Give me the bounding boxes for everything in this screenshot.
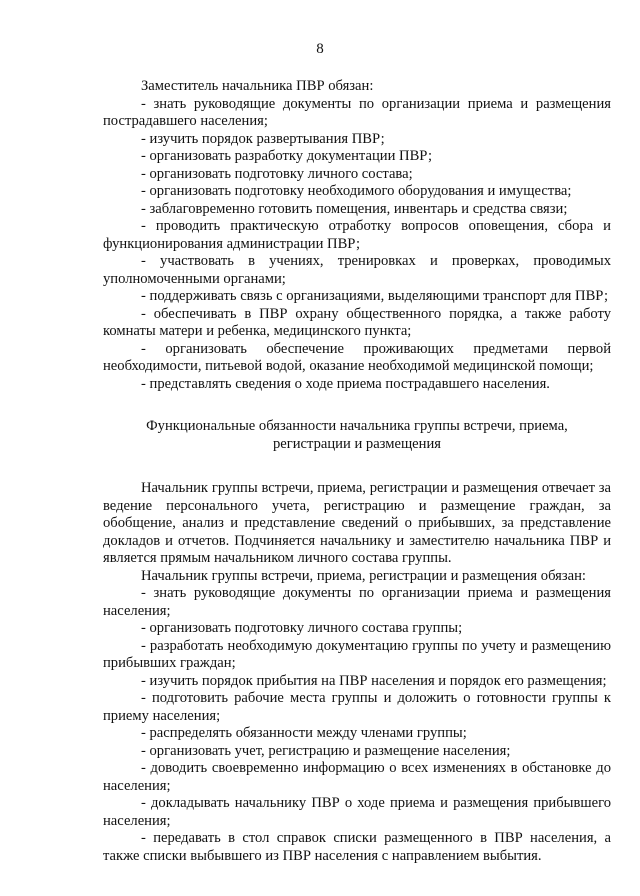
list-item: - организовать подготовку личного состава; bbox=[141, 165, 413, 182]
list-item: - изучить порядок развертывания ПВР; bbox=[141, 130, 385, 147]
group-head-duties-intro: Начальник группы встречи, приема, регистрации и размещения обязан: bbox=[141, 567, 586, 584]
deputy-duties-intro: Заместитель начальника ПВР обязан: bbox=[141, 78, 374, 94]
list-item: - представлять сведения о ходе приема пострадавшего населения. bbox=[141, 375, 550, 392]
list-item: - докладывать начальнику ПВР о ходе приема и размещения прибывшего населения; bbox=[103, 795, 611, 829]
page-number: 8 bbox=[316, 41, 324, 57]
list-item: - передавать в стол справок списки размещенного в ПВР населения, а также списки выбывшего из ПВР населения с направлением выбытия. bbox=[103, 830, 611, 864]
list-item: - знать руководящие документы по организации приема и размещения населения; bbox=[103, 585, 611, 619]
group-head-duties-list bbox=[103, 585, 611, 865]
list-item: - организовать подготовку личного состава группы; bbox=[141, 620, 463, 636]
section-heading: Функциональные обязанности начальника группы встречи, приема, регистрации и размещения bbox=[146, 418, 568, 452]
list-item: - участвовать в учениях, тренировках и проверках, проводимых уполномоченными органами; bbox=[103, 253, 611, 287]
list-item: - организовать подготовку необходимого оборудования и имущества; bbox=[141, 183, 572, 199]
list-item: - подготовить рабочие места группы и доложить о готовности группы к приему населения; bbox=[103, 690, 611, 724]
list-item: - проводить практическую отработку вопросов оповещения, сбора и функционирования администрации ПВР; bbox=[103, 218, 611, 252]
list-item: - организовать разработку документации ПВР; bbox=[141, 148, 433, 164]
group-head-description: Начальник группы встречи, приема, регистрации и размещения отвечает за ведение персонального учета, регистрацию и размещение граждан, за обобщение, анализ и представление сведений о прибывших, за представление докладов и отчетов. Подчиняется начальнику и заместителю начальника ПВР и является прямым начальником личного состава группы. bbox=[103, 480, 611, 566]
list-item: - изучить порядок прибытия на ПВР населения и порядок его размещения; bbox=[141, 672, 607, 689]
list-item: - организовать учет, регистрацию и размещение населения; bbox=[141, 742, 511, 759]
list-item: - обеспечивать в ПВР охрану общественного порядка, а также работу комнаты матери и ребенка, медицинского пункта; bbox=[103, 305, 611, 339]
list-item: - разработать необходимую документацию группы по учету и размещению прибывших граждан; bbox=[103, 637, 611, 671]
list-item: - доводить своевременно информацию о всех изменениях в обстановке до населения; bbox=[103, 760, 611, 794]
list-item: - организовать обеспечение проживающих предметами первой необходимости, питьевой водой, оказание необходимой медицинской помощи; bbox=[103, 340, 611, 374]
group-head-section bbox=[103, 480, 611, 865]
list-item: - заблаговременно готовить помещения, инвентарь и средства связи; bbox=[141, 200, 568, 217]
list-item: - поддерживать связь с организациями, выделяющими транспорт для ПВР; bbox=[141, 288, 609, 304]
list-item: - распределять обязанности между членами группы; bbox=[141, 725, 467, 741]
page-content bbox=[103, 78, 611, 865]
deputy-duties-list bbox=[103, 96, 611, 394]
list-item: - знать руководящие документы по организации приема и размещения пострадавшего населения; bbox=[103, 95, 611, 129]
